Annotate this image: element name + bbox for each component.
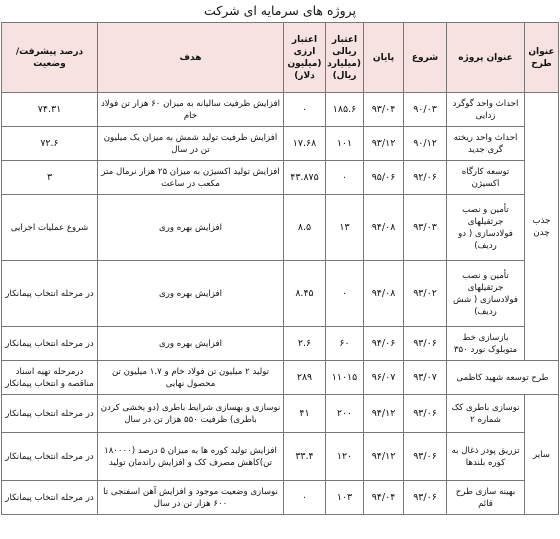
rial-cell: ۱۱۰۱۵ bbox=[326, 361, 364, 395]
project-cell: نوسازی باطری کک شماره ۲ bbox=[447, 395, 525, 433]
end-cell: ۹۴/۰۸ bbox=[364, 261, 404, 327]
fx-cell: ۸.۴۵ bbox=[284, 261, 326, 327]
table-row bbox=[2, 361, 559, 395]
capital-projects-table bbox=[1, 22, 559, 515]
fx-cell: ۸.۵ bbox=[284, 195, 326, 261]
rial-cell: ۱۳ bbox=[326, 195, 364, 261]
goal-cell: افزایش تولید اکسیژن به میزان ۲۵ هزار نرمال متر مکعب در ساعت bbox=[98, 161, 284, 195]
start-cell: ۹۳/۰۶ bbox=[404, 327, 447, 361]
fx-cell: ۳۳.۴ bbox=[284, 433, 326, 481]
goal-cell: افزایش بهره وری bbox=[98, 327, 284, 361]
table-row bbox=[2, 433, 559, 481]
project-cell: تزریق پودر ذغال به کوره بلندها bbox=[447, 433, 525, 481]
group-cell: سایر bbox=[525, 395, 559, 515]
project-cell: بازسازی خط متوبلوک نورد ۳۵۰ bbox=[447, 327, 525, 361]
end-cell: ۹۴/۰۴ bbox=[364, 481, 404, 515]
rial-cell: ۲۰۰ bbox=[326, 395, 364, 433]
start-cell: ۹۲/۰۶ bbox=[404, 161, 447, 195]
table-row bbox=[2, 481, 559, 515]
project-cell: احداث واحد ریخته گری جدید bbox=[447, 127, 525, 161]
table-row bbox=[2, 395, 559, 433]
progress-cell: در مرحله انتخاب پیمانکار bbox=[2, 327, 98, 361]
header-plan: عنوان طرح bbox=[525, 23, 559, 93]
start-cell: ۹۳/۰۶ bbox=[404, 481, 447, 515]
fx-cell: ۱۷.۶۸ bbox=[284, 127, 326, 161]
end-cell: ۹۴/۱۲ bbox=[364, 395, 404, 433]
end-cell: ۹۴/۰۸ bbox=[364, 195, 404, 261]
project-cell: احداث واحد گوگرد زدایی bbox=[447, 93, 525, 127]
header-progress: درصد پیشرفت/وضعیت bbox=[2, 23, 98, 93]
end-cell: ۹۶/۰۷ bbox=[364, 361, 404, 395]
progress-cell: ۷۴.۳۱ bbox=[2, 93, 98, 127]
goal-cell: افزایش بهره وری bbox=[98, 195, 284, 261]
goal-cell: افزایش بهره وری bbox=[98, 261, 284, 327]
start-cell: ۹۰/۰۳ bbox=[404, 93, 447, 127]
progress-cell: در مرحله انتخاب پیمانکار bbox=[2, 395, 98, 433]
progress-cell: ۳ bbox=[2, 161, 98, 195]
table-title: پروژه های سرمایه ای شرکت bbox=[204, 3, 356, 18]
project-cell: بهینه سازی طرح قائم bbox=[447, 481, 525, 515]
table-row bbox=[2, 195, 559, 261]
table-row bbox=[2, 161, 559, 195]
rial-cell: ۱۸۵.۶ bbox=[326, 93, 364, 127]
rial-cell: ۰ bbox=[326, 261, 364, 327]
rial-cell: ۱۰۱ bbox=[326, 127, 364, 161]
goal-cell: نوسازی وضعیت موجود و افزایش آهن اسفنجی تا ۶۰۰ هزار تن در سال bbox=[98, 481, 284, 515]
start-cell: ۹۰/۱۲ bbox=[404, 127, 447, 161]
goal-cell: افزایش تولید کوره ها به میزان ۵ درصد (۱۸۰۰۰۰ تن)کاهش مصرف کک و افزایش راندمان تولید bbox=[98, 433, 284, 481]
start-cell: ۹۳/۰۶ bbox=[404, 395, 447, 433]
end-cell: ۹۴/۰۶ bbox=[364, 327, 404, 361]
rial-cell: ۰ bbox=[326, 161, 364, 195]
rial-cell: ۱۲۰ bbox=[326, 433, 364, 481]
start-cell: ۹۳/۰۷ bbox=[404, 361, 447, 395]
rial-cell: ۶۰ bbox=[326, 327, 364, 361]
group-cell: جذب چدن bbox=[525, 93, 559, 361]
fx-cell: ۲.۶ bbox=[284, 327, 326, 361]
header-fx: اعتبار ارزی (میلیون دلار) bbox=[284, 23, 326, 93]
project-cell: تأمین و نصب جرثقیلهای فولادسازی ( دو ردیف) bbox=[447, 195, 525, 261]
goal-cell: افزایش ظرفیت تولید شمش به میزان یک میلیون تن در سال bbox=[98, 127, 284, 161]
goal-cell: نوسازی و بهسازی شرایط باطری (دو بخشی کردن باطری) ظرفیت ۵۵۰ هزار تن در سال bbox=[98, 395, 284, 433]
table-row bbox=[2, 261, 559, 327]
end-cell: ۹۳/۰۴ bbox=[364, 93, 404, 127]
progress-cell: در مرحله انتخاب پیمانکار bbox=[2, 433, 98, 481]
table-row bbox=[2, 93, 559, 127]
progress-cell: ۷۲.۶ bbox=[2, 127, 98, 161]
start-cell: ۹۳/۰۶ bbox=[404, 433, 447, 481]
header-goal: هدف bbox=[98, 23, 284, 93]
fx-cell: ۲۸۹ bbox=[284, 361, 326, 395]
end-cell: ۹۵/۰۶ bbox=[364, 161, 404, 195]
header-project: عنوان پروژه bbox=[447, 23, 525, 93]
start-cell: ۹۳/۰۳ bbox=[404, 195, 447, 261]
table-row bbox=[2, 127, 559, 161]
progress-cell: شروع عملیات اجرایی bbox=[2, 195, 98, 261]
start-cell: ۹۳/۰۲ bbox=[404, 261, 447, 327]
fx-cell: ۰ bbox=[284, 481, 326, 515]
table-row bbox=[2, 327, 559, 361]
header-end: پایان bbox=[364, 23, 404, 93]
header-start: شروع bbox=[404, 23, 447, 93]
progress-cell: در مرحله انتخاب پیمانکار bbox=[2, 481, 98, 515]
header-row bbox=[2, 23, 559, 93]
end-cell: ۹۳/۱۲ bbox=[364, 127, 404, 161]
project-cell: توسعه کارگاه اکسیژن bbox=[447, 161, 525, 195]
progress-cell: درمرحله تهیه اسناد مناقصه و انتخاب پیمانکار bbox=[2, 361, 98, 395]
header-rial: اعتبار ریالی (میلیارد ریال) bbox=[326, 23, 364, 93]
project-cell: تأمین و نصب جرثقیلهای فولادسازی ( شش ردیف) bbox=[447, 261, 525, 327]
fx-cell: ۴۳.۸۷۵ bbox=[284, 161, 326, 195]
fx-cell: ۴۱ bbox=[284, 395, 326, 433]
group-project-cell: طرح توسعه شهید کاظمی bbox=[447, 361, 559, 395]
fx-cell: ۰ bbox=[284, 93, 326, 127]
rial-cell: ۱۰۳ bbox=[326, 481, 364, 515]
end-cell: ۹۴/۱۲ bbox=[364, 433, 404, 481]
progress-cell: در مرحله انتخاب پیمانکار bbox=[2, 261, 98, 327]
goal-cell: افزایش ظرفیت سالیانه به میزان ۶۰ هزار تن فولاد خام bbox=[98, 93, 284, 127]
goal-cell: تولید ۲ میلیون تن فولاد خام و ۱.۷ میلیون تن محصول نهایی bbox=[98, 361, 284, 395]
